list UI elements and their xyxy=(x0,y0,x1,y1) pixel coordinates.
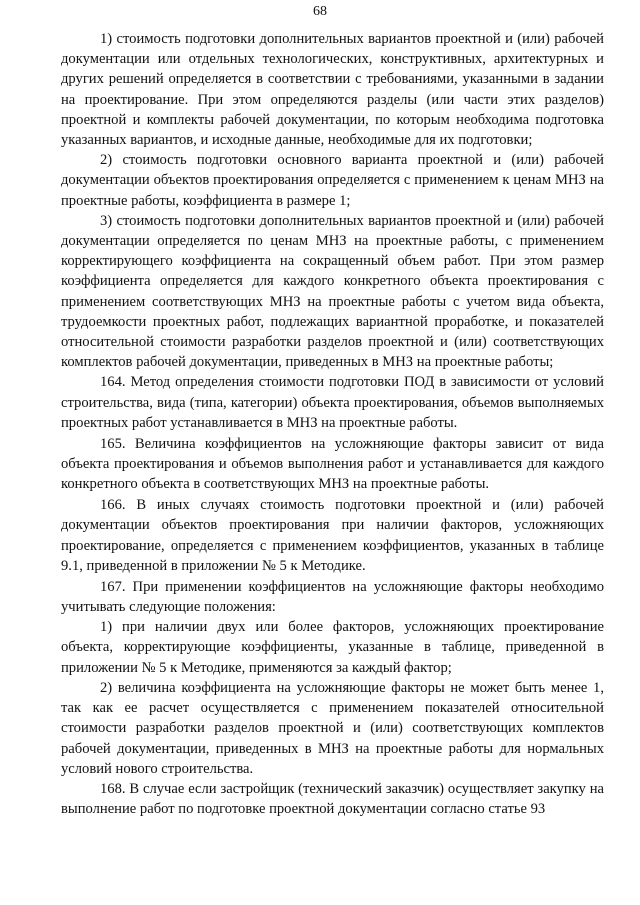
paragraph-item-3-additional-variants-pricing: 3) стоимость подготовки дополнительных вариантов проектной и (или) рабочей документации определяется по ценам МНЗ на проектные работы, с применением корректирующего коэффициента на сокращенный объем работ. При этом размер коэффициента определяется для каждого конкретного объекта проектирования с применением соответствующих МНЗ на проектные работы с учетом вида объекта, трудоемкости проектных работ, подлежащих вариантной проработке, и показателей относительной стоимости разработки разделов проектной и (или) соответствующих комплектов рабочей документации, приведенных в МНЗ на проектные работы; xyxy=(61,212,604,371)
page-number: 68 xyxy=(313,4,327,19)
paragraph-168: 168. В случае если застройщик (технический заказчик) осуществляет закупку на выполнение работ по подготовке проектной документации согласно статье 93 xyxy=(61,780,604,818)
paragraph-165: 165. Величина коэффициентов на усложняющие факторы зависит от вида объекта проектирования и объемов выполнения работ и устанавливается для каждого конкретного объекта в соответствующих МНЗ на проектные работы. xyxy=(61,435,604,493)
paragraph-item-1-additional-variants: 1) стоимость подготовки дополнительных вариантов проектной и (или) рабочей документации или отдельных технологических, конструктивных, архитектурных и других решений определяется в соответствии с требованиями, указанными в задании на проектирование. При этом определяются разделы (или части этих разделов) проектной и комплекты рабочей документации, по которым необходима подготовка указанных вариантов, и исходные данные, необходимые для их подготовки; xyxy=(61,31,604,149)
body-text xyxy=(61,29,604,819)
paragraph-164: 164. Метод определения стоимости подготовки ПОД в зависимости от условий строительства, вида (типа, категории) объекта проектирования, объемов выполняемых проектных работ устанавливается в МНЗ на проектные работы. xyxy=(61,374,604,431)
paragraph-167-item-1: 1) при наличии двух или более факторов, усложняющих проектирование объекта, корректирующие коэффициенты, указанные в таблице, приведенной в приложении № 5 к Методике, применяются за каждый фактор; xyxy=(61,619,604,676)
paragraph-item-2-main-variant: 2) стоимость подготовки основного варианта проектной и (или) рабочей документации объектов проектирования определяется с применением к ценам МНЗ на проектные работы, коэффициента в размере 1; xyxy=(61,152,604,209)
paragraph-166: 166. В иных случаях стоимость подготовки проектной и (или) рабочей документации объектов проектирования при наличии факторов, усложняющих проектирование, определяется с применением коэффициентов, указанных в таблице 9.1, приведенной в приложении № 5 к Методике. xyxy=(61,497,604,574)
paragraph-167-item-2: 2) величина коэффициента на усложняющие факторы не может быть менее 1, так как ее расчет осуществляется с применением показателей относительной стоимости разработки разделов проектной и (или) соответствующих комплектов рабочей документации, приведенных в МНЗ на проектные работы для нормальных условий нового строительства. xyxy=(61,679,604,777)
paragraph-167: 167. При применении коэффициентов на усложняющие факторы необходимо учитывать следующие положения: xyxy=(61,578,604,616)
